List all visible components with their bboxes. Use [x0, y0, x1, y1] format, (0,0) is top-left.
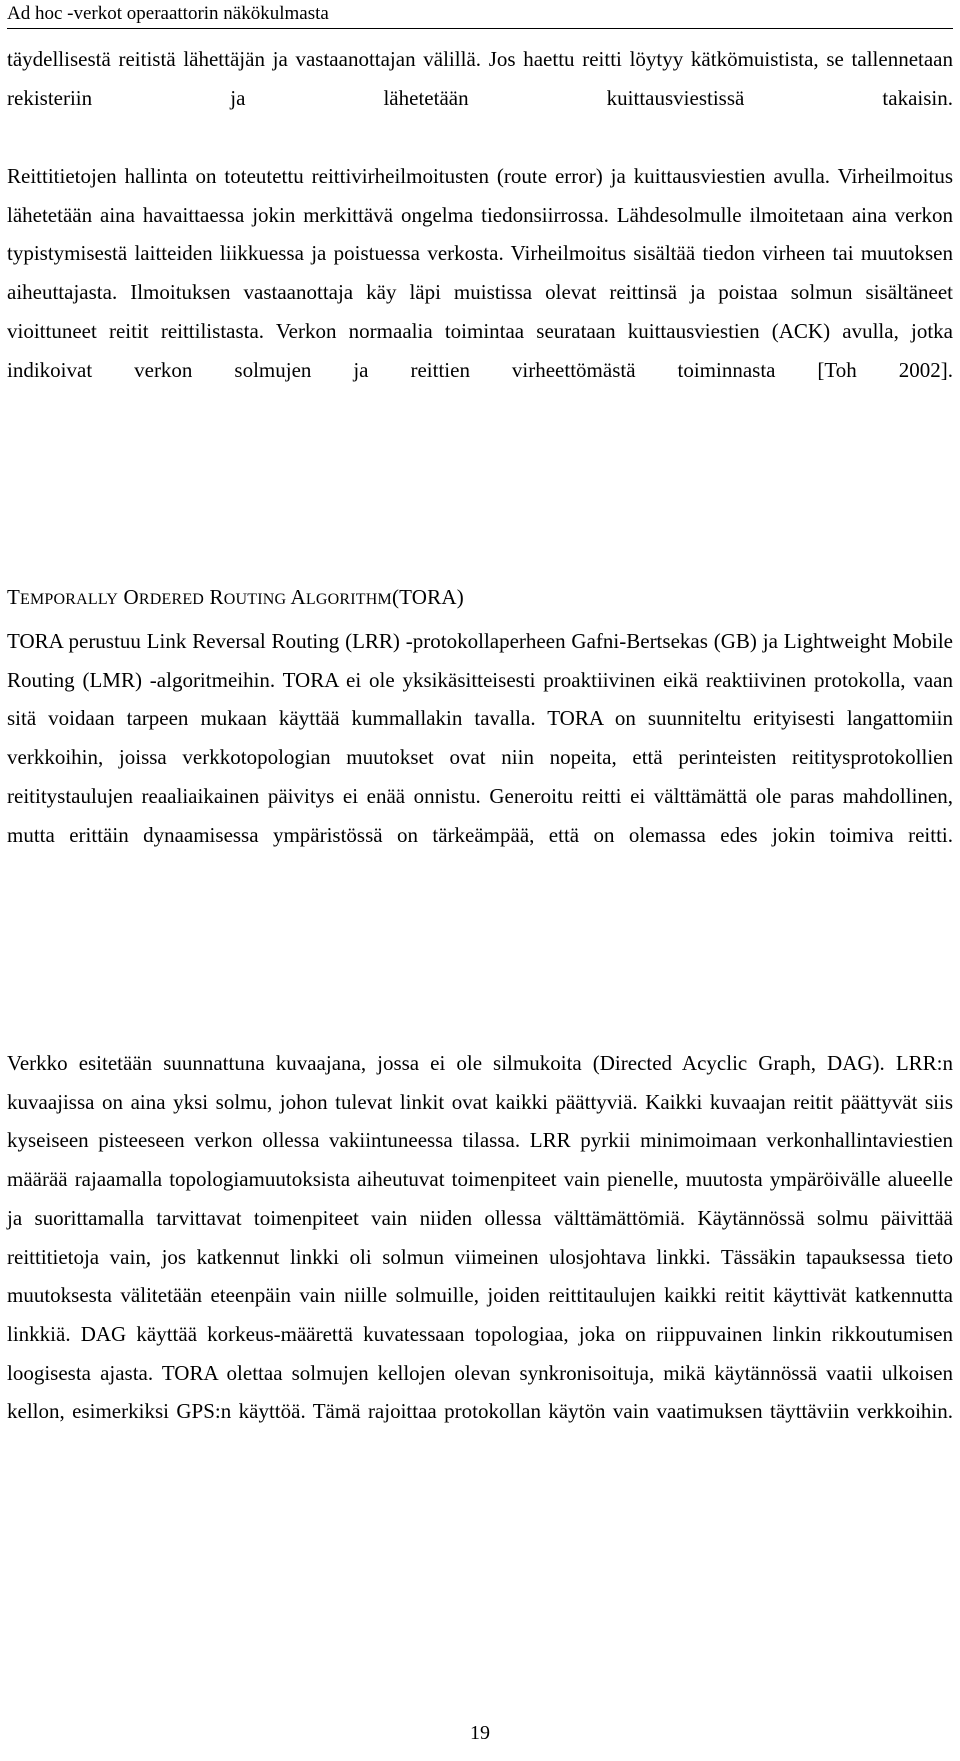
running-header: [7, 2, 953, 29]
heading-word-routing: ROUTING: [209, 585, 287, 609]
page-number: 19: [470, 1722, 490, 1744]
running-title: Ad hoc -verkot operaattorin näkökulmasta: [7, 3, 329, 24]
heading-suffix: (TORA): [391, 585, 464, 609]
paragraph-tora-overview: TORA perustuu Link Reversal Routing (LRR) -protokollaperheen Gafni-Bertsekas (GB) ja Lightweight Mobile Routing (LMR) -algoritmeihin. TORA ei ole yksikäsitteisesti proaktiivinen eikä reaktiivinen protokolla, vaan sitä voidaan tarpeen mukaan käyttää kummallakin tavalla. TORA on suunniteltu erityisesti langattomiin verkkoihin, joissa verkkotopologian muutokset ovat niin nopeita, että perinteisten reititysprotokollien reititystaulujen reaaliaikainen päivitys ei enää onnistu. Generoitu reitti ei välttämättä ole paras mahdollinen, mutta erittäin dynaamisessa ympäristössä on tärkeämpää, että on olemassa edes jokin toimiva reitti.: [7, 629, 953, 847]
heading-word-ordered: ORDERED: [123, 585, 205, 609]
paragraph-route-management: Reittitietojen hallinta on toteutettu reittivirheilmoitusten (route error) ja kuittausviestien avulla. Virheilmoitus lähetetään aina havaittaessa jokin merkittävä ongelma tiedonsiirrossa. Lähdesolmulle ilmoitetaan aina verkon typistymisestä laitteiden liikkuessa ja poistuessa verkosta. Virheilmoitus sisältää tiedon virheen tai muutoksen aiheuttajasta. Ilmoituksen vastaanottaja käy läpi muistissa olevat reittinsä ja poistaa solmun sisältäneet vioittuneet reitit reittilistasta. Verkon normaalia toimintaa seurataan kuittausviestien (ACK) avulla, jotka indikoivat verkon solmujen ja reittien virheettömästä toiminnasta [Toh 2002].: [7, 164, 953, 382]
paragraph-dag-description: Verkko esitetään suunnattuna kuvaajana, jossa ei ole silmukoita (Directed Acyclic Graph, DAG). LRR:n kuvaajissa on aina yksi solmu, johon tulevat linkit ovat kaikki päättyviä. Kaikki kuvaajan reitit päättyvät siis kyseiseen pisteeseen verkon ollessa vakiintuneessa tilassa. LRR pyrkii minimoimaan verkonhallintaviestien määrää rajaamalla topologiamuutoksista aiheutuvat toimenpiteet vain pienelle, muutosta ympäröivälle alueelle ja suorittamalla tarvittavat toimenpiteet vain niiden ollessa välttämättömiä. Käytännössä solmu päivittää reittitietoja vain, jos katkennut linkki oli solmun viimeinen ulosjohtava linkki. Tässäkin tapauksessa tieto muutoksesta välitetään eteenpäin vain niille solmuille, joiden reittitaulujen kaikki reitit käyttivät katkennutta linkkiä. DAG käyttää korkeus-määrettä kuvatessaan topologiaa, joka on riippuvainen linkin rikkoutumisen loogisesta ajasta. TORA olettaa solmujen kellojen olevan synkronisoituja, mikä käytännössä vaatii ulkoisen kellon, esimerkiksi GPS:n käyttöä. Tämä rajoittaa protokollan käytön vain vaatimuksen täyttäviin verkkoihin.: [7, 1051, 953, 1424]
heading-word-algorithm: ALGORITHM: [290, 585, 392, 609]
heading-word-temporally: TEMPORALLY: [7, 585, 119, 609]
paragraph-intro-continuation: täydellisestä reitistä lähettäjän ja vastaanottajan välillä. Jos haettu reitti löytyy kätkömuistista, se tallennetaan rekisteriin ja lähetetään kuittausviestissä takaisin.: [7, 47, 953, 110]
section-heading: [7, 582, 464, 615]
